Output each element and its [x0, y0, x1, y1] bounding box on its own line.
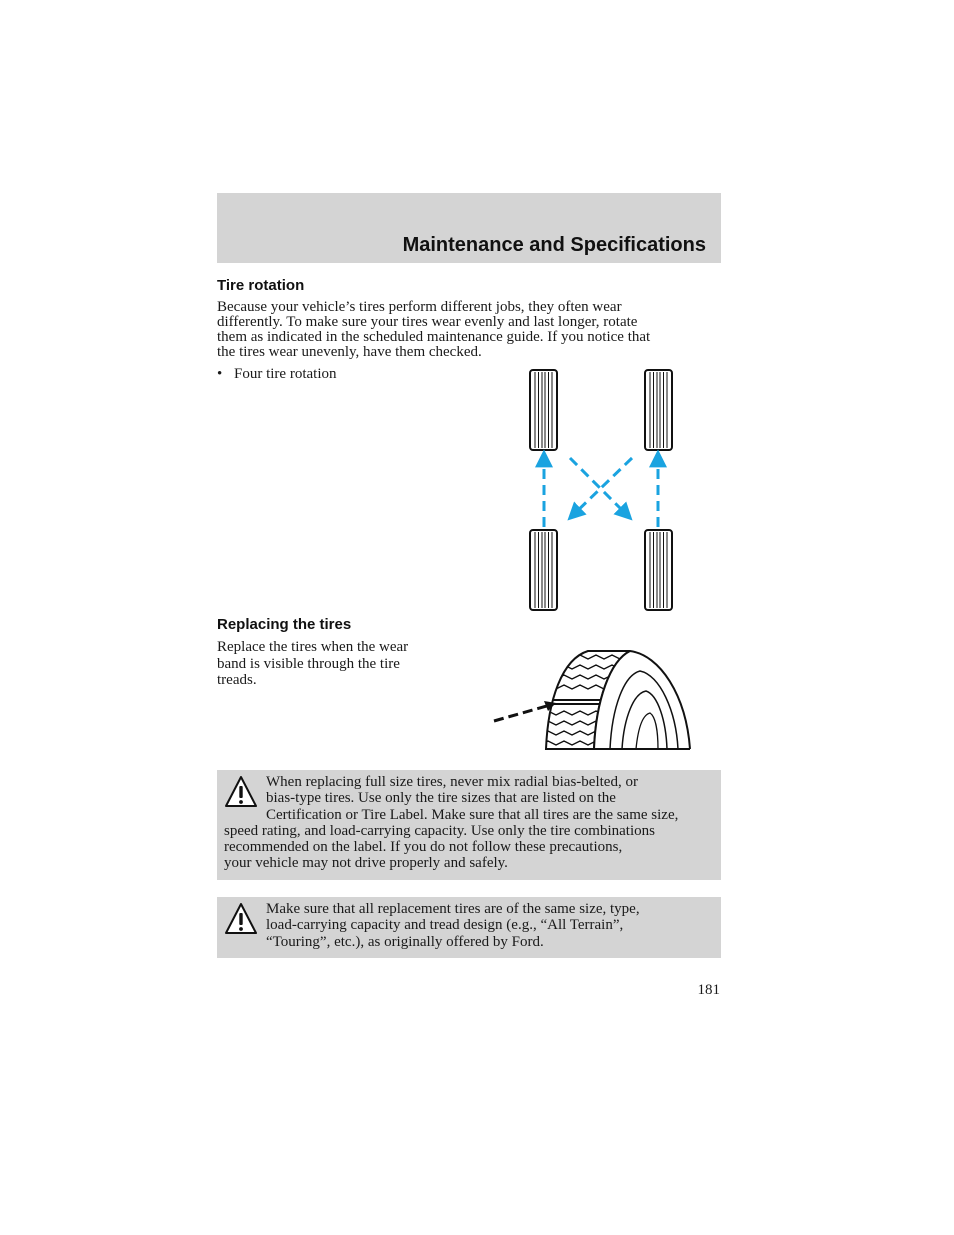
bullet-item: [217, 366, 336, 382]
warning-line: load-carrying capacity and tread design (e.g., “All Terrain”,: [266, 917, 624, 934]
page-number: 181: [697, 982, 720, 998]
warning-line: “Touring”, etc.), as originally offered by Ford.: [266, 933, 544, 950]
paragraph-line: differently. To make sure your tires wear evenly and last longer, rotate: [217, 314, 638, 330]
bullet-dot: •: [217, 366, 223, 382]
tire-rotation-heading: Tire rotation: [217, 277, 305, 294]
warning-box: [217, 897, 721, 958]
warning-triangle-icon: [224, 775, 258, 809]
tire-wear-band-illustration: [490, 645, 700, 755]
tire-rotation-paragraph: [217, 300, 650, 360]
rear-right-tire-icon: [645, 530, 672, 610]
tire-rotation-diagram: [520, 365, 690, 615]
bullet-text: Four tire rotation: [234, 366, 337, 382]
section-title: Maintenance and Specifications: [402, 234, 706, 256]
front-right-tire-icon: [645, 370, 672, 450]
warning-line: When replacing full size tires, never mix radial bias-belted, or: [266, 774, 638, 790]
paragraph-line: them as indicated in the scheduled maintenance guide. If you notice that: [217, 329, 651, 345]
rear-left-tire-icon: [530, 530, 557, 610]
warning-line: your vehicle may not drive properly and safely.: [224, 855, 508, 872]
warning-box: [217, 770, 721, 880]
warning-line: recommended on the label. If you do not follow these precautions,: [224, 839, 623, 856]
paragraph-line: treads.: [217, 672, 257, 688]
warning-line: speed rating, and load-carrying capacity. Use only the tire combinations: [224, 822, 655, 839]
warning-line: Make sure that all replacement tires are of the same size, type,: [266, 901, 640, 917]
paragraph-line: Because your vehicle’s tires perform different jobs, they often wear: [217, 299, 622, 315]
section-header-band: [217, 193, 721, 263]
warning-line: Certification or Tire Label. Make sure that all tires are the same size,: [266, 806, 679, 823]
paragraph-line: the tires wear unevenly, have them checked.: [217, 344, 482, 360]
replacing-tires-paragraph: [217, 639, 408, 689]
warning-line: bias-type tires. Use only the tire sizes that are listed on the: [266, 790, 616, 807]
wear-band-pointer-arrow: [494, 705, 550, 721]
replacing-tires-heading: Replacing the tires: [217, 616, 352, 633]
paragraph-line: Replace the tires when the wear: [217, 639, 409, 655]
paragraph-line: band is visible through the tire: [217, 655, 400, 672]
warning-triangle-icon: [224, 902, 258, 936]
front-left-tire-icon: [530, 370, 557, 450]
